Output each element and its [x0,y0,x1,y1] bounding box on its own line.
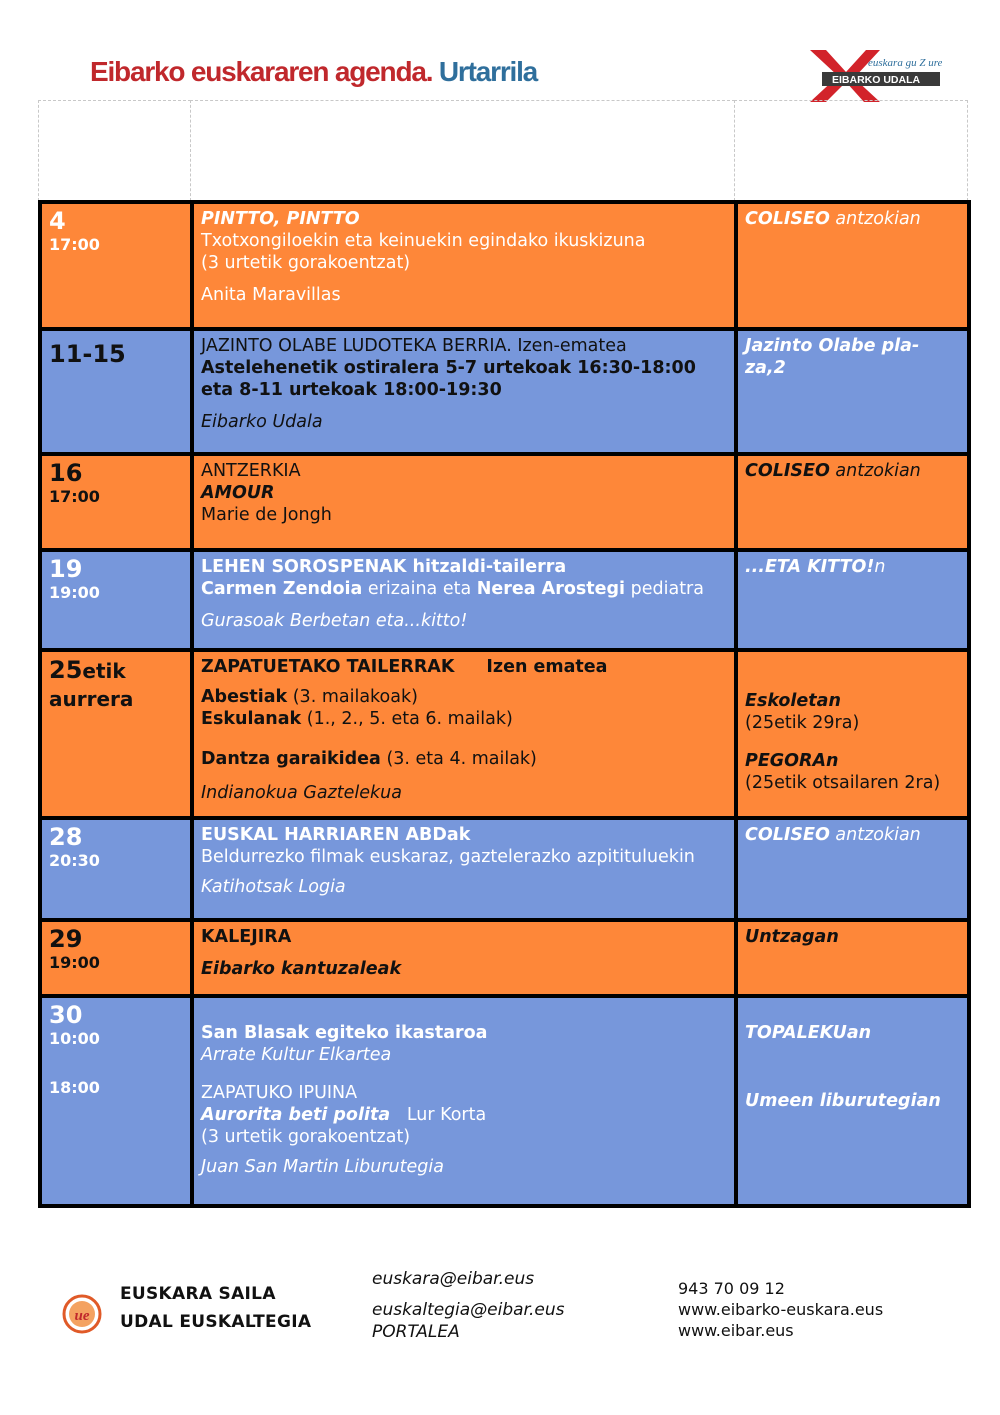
workshop-name: Eskulanak [201,709,302,729]
event-description-cell [192,818,736,920]
event-place-bold: ...ETA KITTO! [745,557,875,577]
event-line: Astelehenetik ostiralera 5-7 urtekoak 16:30-18:00 [201,358,696,378]
event-place-line: za,2 [745,358,786,378]
event-row [40,550,969,650]
event-organizer: Arrate Kultur Elkartea [201,1045,392,1065]
event-place-cell [736,329,969,454]
event-line: Beldurrezko filmak euskaraz, gaztelerazko azpitituluekin [201,847,695,867]
event-description-cell [192,202,736,329]
event-date-cell [40,550,192,650]
workshop-name: Dantza garaikidea [201,749,381,769]
event-row [40,202,969,329]
header-empty-row [38,100,966,200]
footer-email[interactable]: euskara@eibar.eus [372,1269,535,1289]
event-date-cell [40,329,192,454]
event-place-cell [736,818,969,920]
event-organizer: Katihotsak Logia [201,877,346,897]
event-row [40,454,969,550]
event-date: 30 [49,1001,83,1029]
event-speaker: Nerea Arostegi [476,579,626,599]
footer-portal: PORTALEA [372,1322,460,1342]
logo-udala-text: EIBARKO UDALA [832,74,921,86]
event-label: ANTZERKIA [201,461,301,481]
event-row [40,818,969,920]
event-organizer: Marie de Jongh [201,505,332,525]
event-title: San Blasak egiteko ikastaroa [201,1023,488,1043]
event-place-cell [736,920,969,996]
event-description-cell [192,550,736,650]
event-speaker: Carmen Zendoia [201,579,363,599]
event-date-cell [40,996,192,1206]
event-place-rest: antzokian [829,825,921,845]
event-speaker-role: pediatra [625,579,704,599]
event-organizer: Anita Maravillas [201,285,341,305]
footer-dept: UDAL EUSKALTEGIA [120,1312,312,1332]
event-time: 18:00 [49,1078,100,1097]
event-place-detail: (25etik otsailaren 2ra) [745,773,941,793]
event-place-detail: (25etik 29ra) [745,713,860,733]
event-time: 10:00 [49,1029,100,1048]
event-description-cell [192,920,736,996]
footer-dept: EUSKARA SAILA [120,1284,276,1304]
event-place-cell [736,996,969,1206]
event-date-cell [40,454,192,550]
event-title-extra: Izen ematea [486,657,608,677]
event-line: (3 urtetik gorakoentzat) [201,253,411,273]
event-time: 17:00 [49,487,100,506]
workshop-detail: (3. mailakoak) [287,687,418,707]
footer-website[interactable]: www.eibarko-euskara.eus [678,1300,884,1319]
event-place-bold: COLISEO [745,461,830,481]
footer-phone: 943 70 09 12 [678,1279,785,1298]
event-place-rest: antzokian [829,209,921,229]
page-title [90,56,537,88]
event-place-rest: antzokian [829,461,921,481]
workshop-detail: (3. eta 4. mailak) [380,749,537,769]
event-date-cell [40,818,192,920]
event-time: 20:30 [49,851,100,870]
event-date: 19 [49,555,83,583]
event-organizer: Eibarko kantuzaleak [201,959,402,979]
event-row [40,650,969,818]
event-title: Aurorita beti polita [201,1105,391,1125]
event-date: 28 [49,823,83,851]
event-place: Eskoletan [745,691,841,711]
event-time: 19:00 [49,953,100,972]
event-description-cell [192,454,736,550]
title-month: Urtarrila [438,56,538,87]
udal-euskaltegia-logo [62,1294,102,1334]
event-row [40,996,969,1206]
event-date: 4 [49,207,66,235]
agenda-table [38,200,971,1208]
logo-letters: ue [74,1308,90,1324]
event-place-bold: COLISEO [745,825,830,845]
event-description-cell [192,996,736,1206]
event-place-bold: COLISEO [745,209,830,229]
event-place-cell [736,202,969,329]
event-place-rest: n [874,557,886,577]
event-organizer: Gurasoak Berbetan eta...kitto! [201,611,468,631]
event-speaker-role: erizaina eta [362,579,477,599]
title-main: Eibarko euskararen agenda. [90,56,433,87]
event-place: TOPALEKUan [745,1023,872,1043]
event-description-cell [192,329,736,454]
event-description-cell [192,650,736,818]
footer-email[interactable]: euskaltegia@eibar.eus [372,1300,565,1320]
event-place: Untzagan [745,927,839,947]
event-date-cell [40,920,192,996]
event-date: 11-15 [49,340,126,368]
event-place-cell [736,550,969,650]
event-place-cell [736,454,969,550]
logo-euskara-text: euskara gu Z ure [868,57,942,69]
event-organizer: Indianokua Gaztelekua [201,783,402,803]
event-date-cell [40,202,192,329]
event-title: PINTTO, PINTTO [201,209,360,229]
event-title: KALEJIRA [201,927,292,947]
event-title: JAZINTO OLABE LUDOTEKA BERRIA. Izen-ematea [201,336,627,356]
eibarko-udala-logo [806,46,942,104]
event-organizer: Juan San Martin Liburutegia [201,1157,444,1177]
workshop-detail: (1., 2., 5. eta 6. mailak) [301,709,513,729]
event-line: eta 8-11 urtekoak 18:00-19:30 [201,380,502,400]
event-title: ZAPATUETAKO TAILERRAK [201,657,455,677]
event-row [40,920,969,996]
event-title: AMOUR [201,483,275,503]
event-organizer: Eibarko Udala [201,412,323,432]
event-row [40,329,969,454]
event-date-line: aurrera [49,687,134,711]
footer [0,1260,1000,1380]
event-place-cell [736,650,969,818]
event-place: PEGORAn [745,751,839,771]
event-line: Txotxongiloekin eta keinuekin egindako ikuskizuna [201,231,646,251]
event-date-suffix: etik [82,659,126,683]
event-time: 17:00 [49,235,100,254]
event-place: Umeen liburutegian [745,1091,941,1111]
event-label: ZAPATUKO IPUINA [201,1083,358,1103]
event-time: 19:00 [49,583,100,602]
footer-website[interactable]: www.eibar.eus [678,1321,794,1340]
event-title: LEHEN SOROSPENAK hitzaldi-tailerra [201,557,567,577]
event-place-line: Jazinto Olabe pla- [745,336,920,356]
event-author: Lur Korta [390,1105,487,1125]
event-date: 29 [49,925,83,953]
event-date: 16 [49,459,83,487]
event-title: EUSKAL HARRIAREN ABDak [201,825,471,845]
event-date-cell [40,650,192,818]
workshop-name: Abestiak [201,687,288,707]
event-line: (3 urtetik gorakoentzat) [201,1127,411,1147]
event-date: 25 [49,656,83,684]
